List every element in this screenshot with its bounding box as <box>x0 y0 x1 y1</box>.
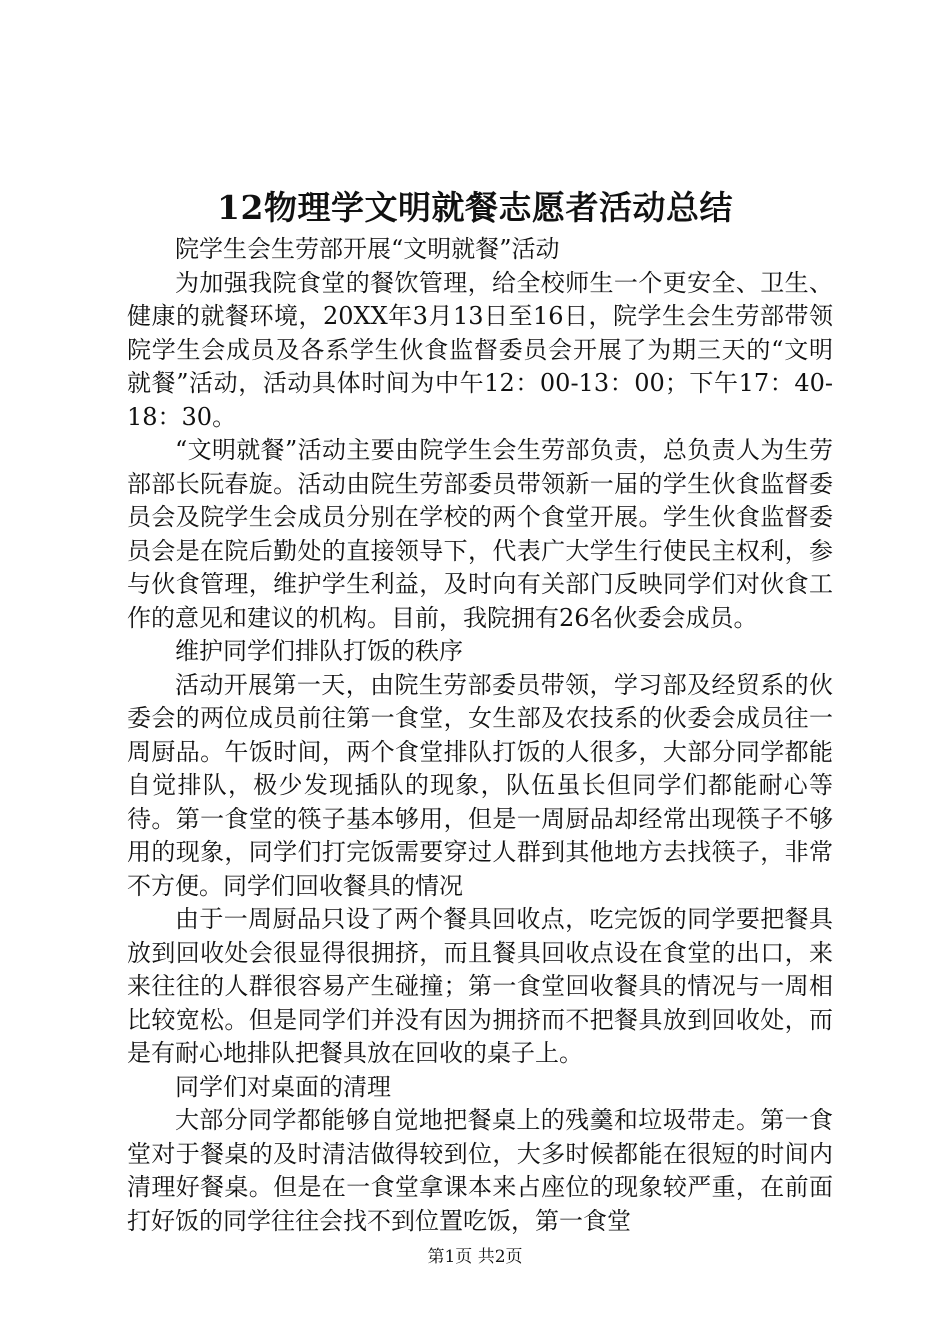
paragraph: 活动开展第一天，由院生劳部委员带领，学习部及经贸系的伙委会的两位成员前往第一食堂，女生部及农技系的伙委会成员往一周厨品。午饭时间，两个食堂排队打饭的人很多，大部分同学都能自觉排队，极少发现插队的现象，队伍虽长但同学们都能耐心等待。第一食堂的筷子基本够用，但是一周厨品却经常出现筷子不够用的现象，同学们打完饭需要穿过人群到其他地方去找筷子，非常不方便。同学们回收餐具的情况 <box>127 670 833 900</box>
paragraph: 院学生会生劳部开展“文明就餐”活动 <box>175 235 560 263</box>
paragraph: 维护同学们排队打饭的秩序 <box>175 637 463 665</box>
paragraph: 为加强我院食堂的餐饮管理，给全校师生一个更安全、卫生、健康的就餐环境，20XX年3月13日至16日，院学生会生劳部带领院学生会成员及各系学生伙食监督委员会开展了为期三天的“文明就餐”活动，活动具体时间为中午12：00-13：00；下午17：40-18：30。 <box>127 268 833 431</box>
paragraph: “文明就餐”活动主要由院学生会生劳部负责，总负责人为生劳部部长阮春旋。活动由院生劳部委员带领新一届的学生伙食监督委员会及院学生会成员分别在学校的两个食堂开展。学生伙食监督委员会是在院后勤处的直接领导下，代表广大学生行使民主权利，参与伙食管理，维护学生利益，及时向有关部门反映同学们对伙食工作的意见和建议的机构。目前，我院拥有26名伙委会成员。 <box>127 436 833 632</box>
page-footer: 第1页 共2页 <box>427 1247 523 1267</box>
document-title: 12物理学文明就餐志愿者活动总结 <box>217 188 733 227</box>
paragraph: 大部分同学都能够自觉地把餐桌上的残羹和垃圾带走。第一食堂对于餐桌的及时清洁做得较到位，大多时候都能在很短的时间内清理好餐桌。但是在一食堂拿课本来占座位的现象较严重，在前面打好饭的同学往往会找不到位置吃饭，第一食堂 <box>127 1106 833 1235</box>
paragraph: 同学们对桌面的清理 <box>175 1072 391 1101</box>
paragraph: 由于一周厨品只设了两个餐具回收点，吃完饭的同学要把餐具放到回收处会很显得很拥挤，而且餐具回收点设在食堂的出口，来来往往的人群很容易产生碰撞；第一食堂回收餐具的情况与一周相比较宽松。但是同学们并没有因为拥挤而不把餐具放到回收处，而是有耐心地排队把餐具放在回收的桌子上。 <box>127 905 833 1067</box>
document-body <box>127 233 833 1238</box>
